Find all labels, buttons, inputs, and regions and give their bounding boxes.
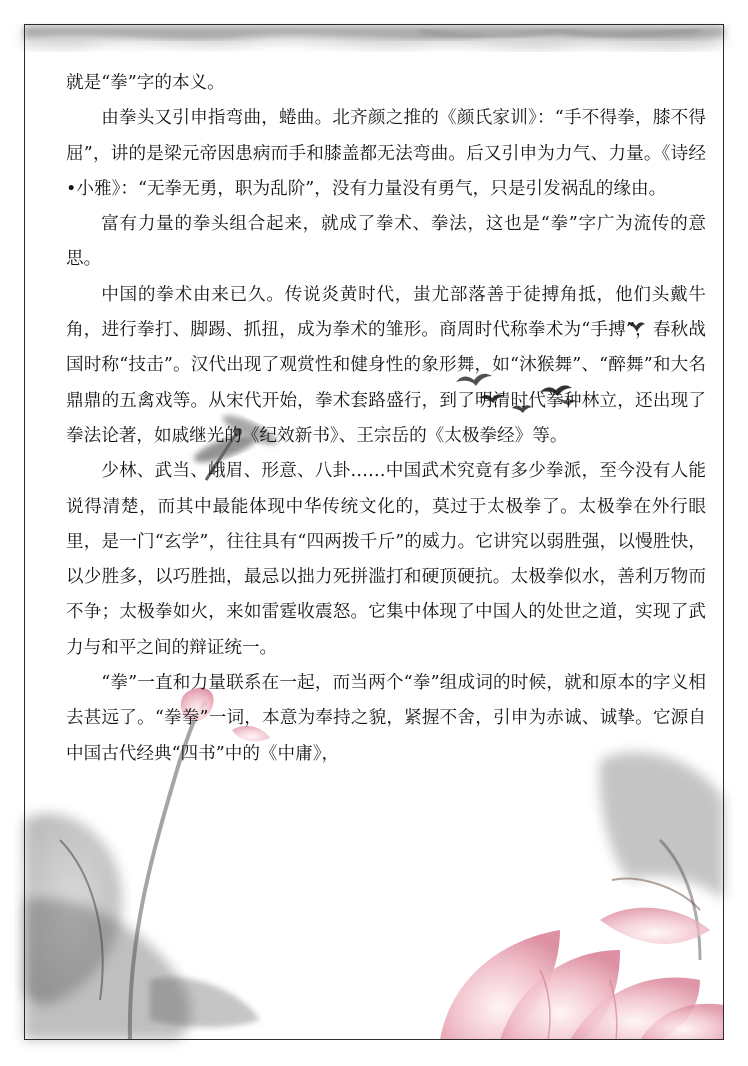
paragraph: 中国的拳术由来已久。传说炎黄时代，蚩尤部落善于徒搏角抵，他们头戴牛角，进行拳打、脚踢、抓扭，成为拳术的雏形。商周时代称拳术为“手搏”，春秋战国时称“技击”。汉代出现了观赏性和健身性的象形舞，如“沐猴舞”、“醉舞”和大名鼎鼎的五禽戏等。从宋代开始，拳术套路盛行，到了明清时代拳种林立，还出现了拳法论著，如戚继光的《纪效新书》、王宗岳的《太极拳经》等。 [66, 284, 706, 446]
paragraph: 由拳头又引申指弯曲，蜷曲。北齐颜之推的《颜氏家训》：“手不得拳，膝不得屈”，讲的是梁元帝因患病而手和膝盖都无法弯曲。后又引申为力气、力量。《诗经•小雅》：“无拳无勇，职为乱阶”，没有力量没有勇气，只是引发祸乱的缘由。 [66, 108, 706, 199]
paragraph: 少林、武当、峨眉、形意、八卦……中国武术究竟有多少拳派，至今没有人能说得清楚，而其中最能体现中华传统文化的，莫过于太极拳了。太极拳在外行眼里，是一门“玄学”，往往具有“四两拨千斤”的威力。它讲究以弱胜强，以慢胜快，以少胜多，以巧胜拙，最忌以拙力死拼滥打和硬顶硬抗。太极拳似水，善利万物而不争；太极拳如火，来如雷霆收震怒。它集中体现了中国人的处世之道，实现了武力与和平之间的辩证统一。 [66, 461, 706, 658]
body-text [66, 66, 706, 772]
paragraph: 就是“拳”字的本义。 [66, 73, 225, 93]
paragraph: “拳”一直和力量联系在一起，而当两个“拳”组成词的时候，就和原本的字义相去甚远了。“拳拳”一词，本意为奉持之貌，紧握不舍，引申为赤诚、诚挚。它源自中国古代经典“四书”中的《中庸》， [66, 673, 706, 764]
paragraph: 富有力量的拳头组合起来，就成了拳术、拳法，这也是“拳”字广为流传的意思。 [66, 214, 706, 270]
